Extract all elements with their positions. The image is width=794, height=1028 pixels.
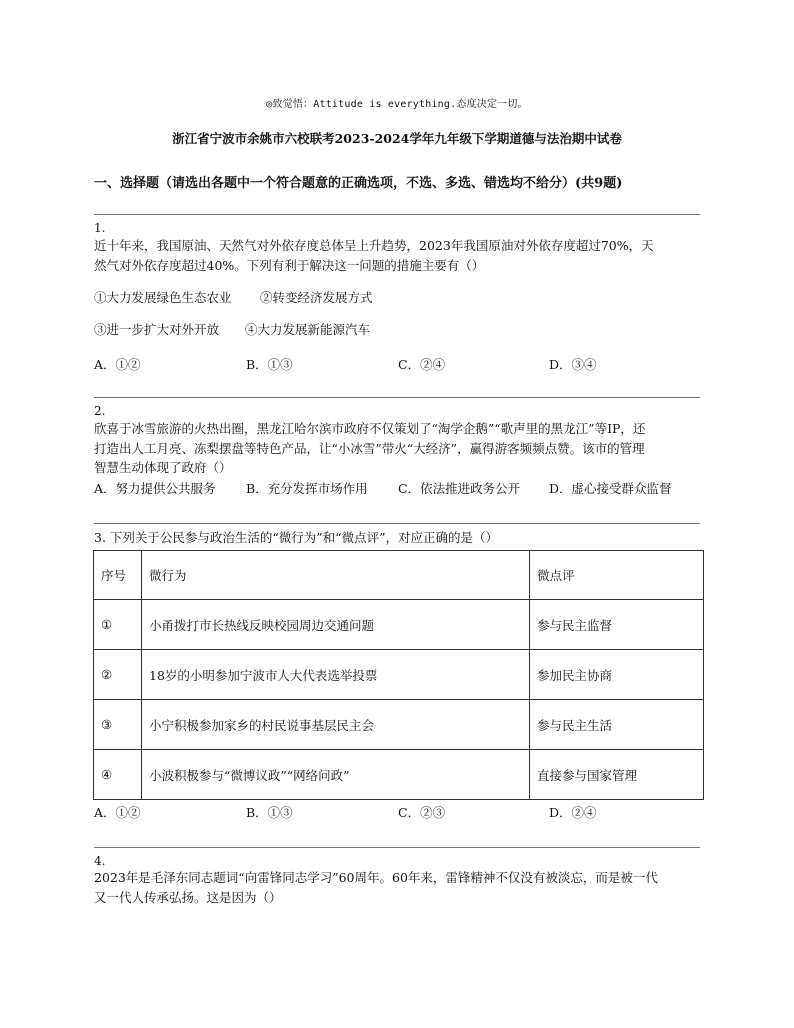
question-3-stem: 3. 下列关于公民参与政治生活的“微行为”和“微点评”，对应正确的是（） (94, 530, 498, 545)
table-cell: 参与民主监督 (530, 600, 704, 650)
question-1-option-c[interactable]: C．②④ (398, 357, 446, 372)
table-cell: ① (94, 600, 142, 650)
question-3-option-c[interactable]: C．②③ (398, 805, 446, 820)
question-3-option-a[interactable]: A．①② (94, 805, 141, 820)
table-cell: ④ (94, 750, 142, 800)
table-header-row (94, 551, 704, 600)
question-4-stem-line: 2023年是毛泽东同志题词“向雷锋同志学习”60周年。60年来，雷锋精神不仅没有被淡忘，而是被一代 (94, 870, 658, 885)
question-2-stem-line: 欣喜于冰雪旅游的火热出圈，黑龙江哈尔滨市政府不仅策划了“淘学企鹅”“歌声里的黑龙江”等IP，还 (94, 421, 646, 436)
question-2-option-d[interactable]: D．虚心接受群众监督 (549, 481, 672, 496)
question-3-option-d[interactable]: D．②④ (549, 805, 597, 820)
section-heading: 一、选择题（请选出各题中一个符合题意的正确选项，不选、多选、错选均不给分）(共9题) (94, 176, 623, 191)
question-1-stem-line: 近十年来，我国原油、天然气对外依存度总体呈上升趋势，2023年我国原油对外依存度超过70%，天 (94, 238, 654, 253)
table-cell: 小甬拨打市长热线反映校园周边交通问题 (142, 600, 530, 650)
table-header-cell: 微点评 (530, 551, 704, 600)
question-2-option-c[interactable]: C．依法推进政务公开 (398, 481, 521, 496)
question-3-table (93, 550, 704, 800)
table-row (94, 650, 704, 700)
table-cell: 小宁积极参加家乡的村民说事基层民主会 (142, 700, 530, 750)
question-1-number: 1. (94, 221, 106, 235)
question-1-item: ②转变经济发展方式 (260, 290, 373, 305)
exam-title: 浙江省宁波市余姚市六校联考2023-2024学年九年级下学期道德与法治期中试卷 (172, 131, 622, 146)
question-2-number: 2. (94, 404, 106, 418)
question-3-option-b[interactable]: B．①③ (246, 805, 293, 820)
table-cell: 小波积极参与“微博议政”“网络问政” (142, 750, 530, 800)
question-1-item: ③进一步扩大对外开放 (94, 322, 220, 337)
question-1-option-b[interactable]: B．①③ (246, 357, 293, 372)
divider (94, 523, 700, 524)
question-1-option-d[interactable]: D．③④ (549, 357, 597, 372)
question-1-item: ④大力发展新能源汽车 (245, 322, 371, 337)
table-header-cell: 微行为 (142, 551, 530, 600)
question-1-item: ①大力发展绿色生态农业 (94, 290, 232, 305)
question-4-number: 4. (94, 854, 106, 868)
divider (94, 397, 700, 398)
table-row (94, 600, 704, 650)
divider (94, 847, 700, 848)
table-cell: 18岁的小明参加宁波市人大代表选举投票 (142, 650, 530, 700)
table-cell: ② (94, 650, 142, 700)
question-2-stem-line: 智慧生动体现了政府（） (94, 460, 232, 475)
table-cell: 参与民主生活 (530, 700, 704, 750)
question-4-stem-line: 又一代人传承弘扬。这是因为（） (94, 890, 282, 905)
header-motto: ◎致觉悟：Attitude is everything.态度决定一切。 (266, 99, 528, 110)
table-cell: 直接参与国家管理 (530, 750, 704, 800)
table-cell: ③ (94, 700, 142, 750)
table-header-cell: 序号 (94, 551, 142, 600)
table-cell: 参加民主协商 (530, 650, 704, 700)
table-row (94, 700, 704, 750)
divider (94, 214, 700, 215)
question-1-stem-line: 然气对外依存度超过40%。下列有利于解决这一问题的措施主要有（） (94, 258, 485, 273)
question-2-option-a[interactable]: A．努力提供公共服务 (94, 481, 216, 496)
question-1-option-a[interactable]: A．①② (94, 357, 141, 372)
question-2-stem-line: 打造出人工月亮、冻梨摆盘等特色产品，让“小冰雪”带火“大经济”，赢得游客频频点赞。该市的管理 (94, 441, 645, 456)
table-row (94, 750, 704, 800)
question-2-option-b[interactable]: B．充分发挥市场作用 (246, 481, 368, 496)
